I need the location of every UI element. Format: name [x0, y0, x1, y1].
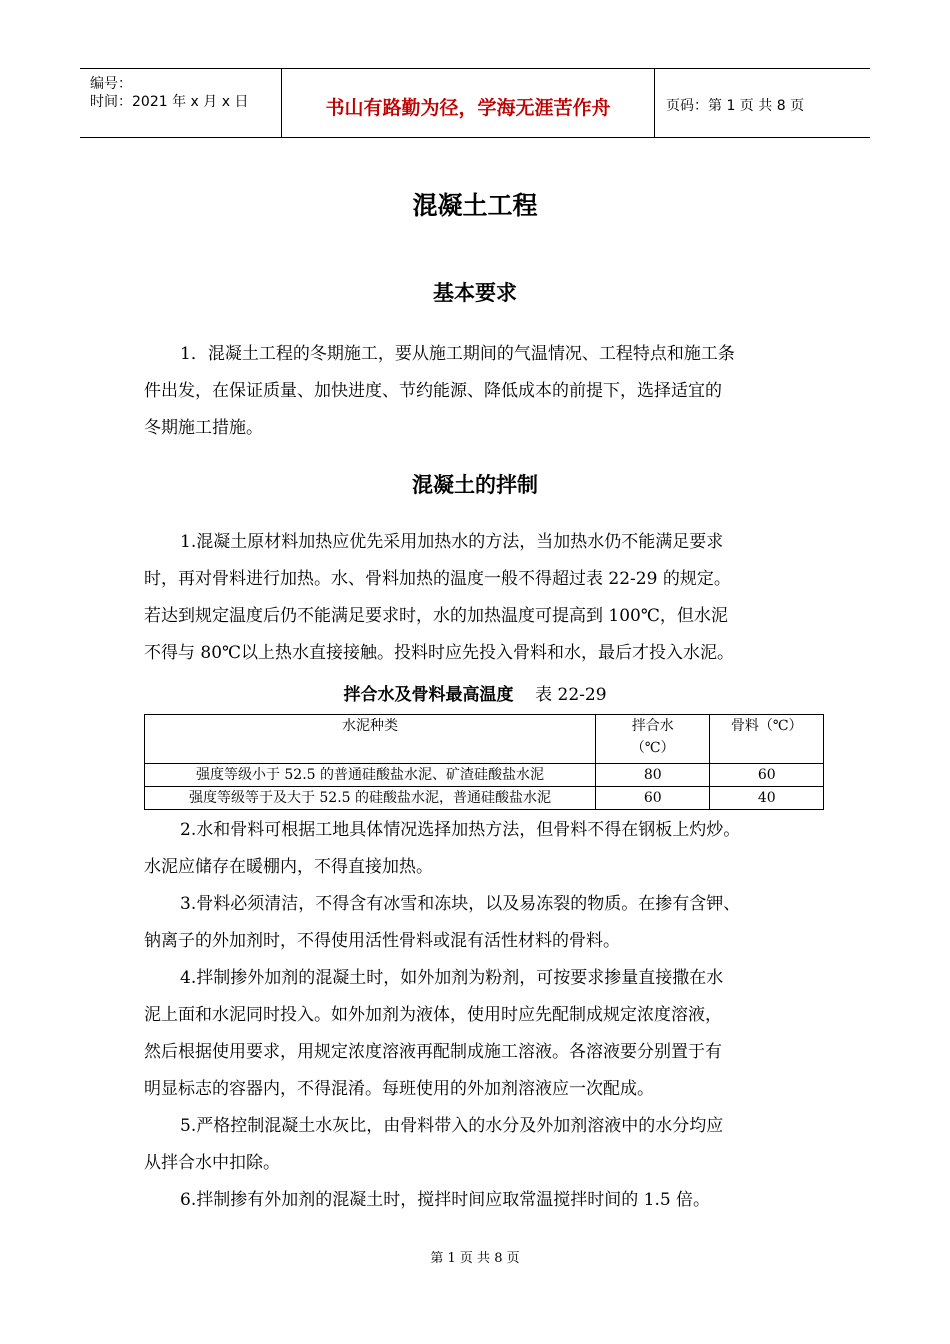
header-motto-cell — [281, 69, 655, 137]
text-line: 泥上面和水泥同时投入。如外加剂为液体，使用时应先配制成规定浓度溶液， — [144, 1005, 722, 1025]
text-line: 2.水和骨料可根据工地具体情况选择加热方法，但骨料不得在钢板上灼炒。 — [180, 820, 741, 840]
text-line: 冬期施工措施。 — [144, 418, 263, 438]
header-mixing-water-unit: （℃） — [630, 740, 675, 756]
text-line: 3.骨料必须清洁，不得含有冰雪和冻块，以及易冻裂的物质。在掺有含钾、 — [180, 894, 741, 914]
date-label: 时间：2021 年 x 月 x 日 — [90, 94, 249, 110]
page-footer: 第 1 页 共 8 页 — [430, 1251, 520, 1266]
page-header — [80, 68, 870, 138]
paragraph-basic-1 — [144, 336, 810, 447]
paragraph-mixing-4 — [144, 960, 810, 1108]
motto-text: 书山有路勤为径，学海无涯苦作舟 — [325, 97, 611, 119]
table-caption-number: 表 22-29 — [535, 685, 607, 705]
header-mixing-water — [595, 715, 709, 764]
paragraph-mixing-5 — [144, 1108, 810, 1182]
text-line: 不得与 80℃以上热水直接接触。投料时应先投入骨料和水，最后才投入水泥。 — [144, 643, 735, 663]
header-meta — [80, 69, 280, 137]
paragraph-mixing-6 — [144, 1182, 810, 1219]
table-cell: 40 — [710, 787, 824, 810]
text-line: 时，再对骨料进行加热。水、骨料加热的温度一般不得超过表 22-29 的规定。 — [144, 569, 731, 589]
table-cell: 60 — [595, 787, 709, 810]
text-line: 明显标志的容器内，不得混淆。每班使用的外加剂溶液应一次配成。 — [144, 1079, 654, 1099]
header-mixing-water-label: 拌合水 — [631, 718, 674, 734]
table-caption — [0, 680, 950, 705]
text-line: 件出发，在保证质量、加快进度、节约能源、降低成本的前提下，选择适宜的 — [144, 381, 722, 401]
section-heading-mixing: 混凝土的拌制 — [412, 473, 538, 497]
header-cement-type: 水泥种类 — [145, 715, 596, 764]
text-line: 若达到规定温度后仍不能满足要求时，水的加热温度可提高到 100℃，但水泥 — [144, 606, 728, 626]
table-cell: 强度等级等于及大于 52.5 的硅酸盐水泥，普通硅酸盐水泥 — [145, 787, 596, 810]
number-label: 编号： — [90, 76, 132, 92]
table-cell: 60 — [710, 764, 824, 787]
text-line: 水泥应储存在暖棚内，不得直接加热。 — [144, 857, 433, 877]
temperature-table — [144, 714, 824, 810]
table-caption-title: 拌合水及骨料最高温度 — [343, 685, 514, 705]
text-line: 4.拌制掺外加剂的混凝土时，如外加剂为粉剂，可按要求掺量直接撒在水 — [180, 968, 724, 988]
paragraph-mixing-2 — [144, 812, 810, 886]
header-aggregate: 骨料（℃） — [710, 715, 824, 764]
text-line: 6.拌制掺有外加剂的混凝土时，搅拌时间应取常温搅拌时间的 1.5 倍。 — [180, 1190, 711, 1210]
text-line: 1.混凝土原材料加热应优先采用加热水的方法，当加热水仍不能满足要求 — [180, 532, 724, 552]
table-header-row — [145, 715, 824, 764]
table-row — [145, 764, 824, 787]
text-line: 从拌合水中扣除。 — [144, 1153, 280, 1173]
document-title: 混凝土工程 — [412, 191, 538, 220]
section-heading-basic-requirements: 基本要求 — [433, 281, 517, 305]
text-line: 5.严格控制混凝土水灰比，由骨料带入的水分及外加剂溶液中的水分均应 — [180, 1116, 724, 1136]
table-cell: 80 — [595, 764, 709, 787]
paragraph-mixing-1 — [144, 524, 810, 672]
text-line: 然后根据使用要求，用规定浓度溶液再配制成施工溶液。各溶液要分别置于有 — [144, 1042, 722, 1062]
page-info: 页码：第 1 页 共 8 页 — [666, 98, 805, 114]
text-line: 1．混凝土工程的冬期施工，要从施工期间的气温情况、工程特点和施工条 — [180, 344, 735, 364]
text-line: 钠离子的外加剂时，不得使用活性骨料或混有活性材料的骨料。 — [144, 931, 620, 951]
paragraph-mixing-3 — [144, 886, 810, 960]
table-cell: 强度等级小于 52.5 的普通硅酸盐水泥、矿渣硅酸盐水泥 — [145, 764, 596, 787]
table-row — [145, 787, 824, 810]
